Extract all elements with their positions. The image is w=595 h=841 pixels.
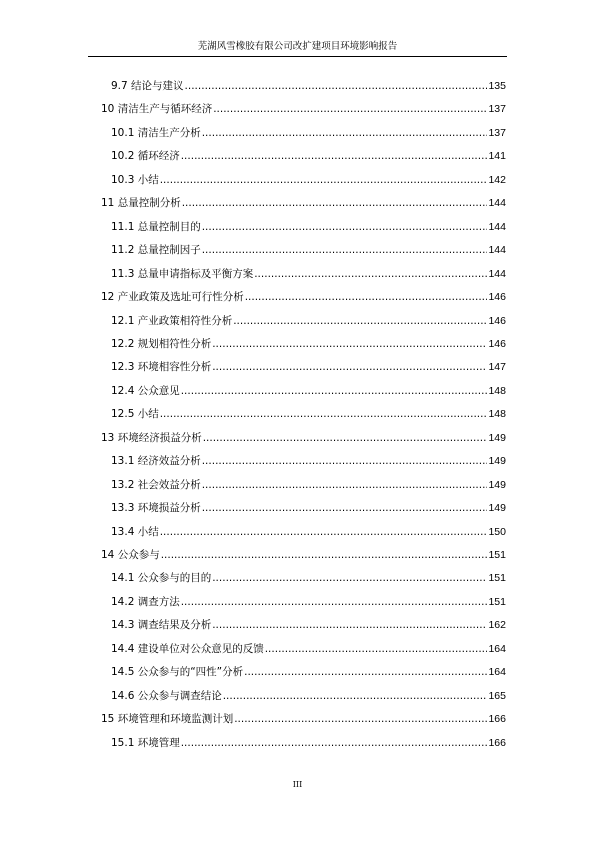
toc-entry-label: 15.1 环境管理 xyxy=(111,736,180,749)
toc-entry-page: 150 xyxy=(488,525,506,538)
toc-dot-leader xyxy=(185,79,488,93)
toc-dot-leader xyxy=(181,149,488,163)
toc-entry-page: 148 xyxy=(488,384,506,397)
toc-entry-page: 149 xyxy=(488,502,506,515)
toc-entry-page: 148 xyxy=(488,408,506,421)
toc-dot-leader xyxy=(160,407,488,421)
toc-dot-leader xyxy=(223,689,488,703)
toc-entry-label: 10.1 清洁生产分析 xyxy=(111,126,201,139)
toc-entry-page: 151 xyxy=(488,549,506,561)
toc-entry-page: 144 xyxy=(488,197,506,210)
toc-entry[interactable] xyxy=(111,474,506,492)
toc-dot-leader xyxy=(161,548,488,562)
toc-entry-label: 14.3 调查结果及分析 xyxy=(111,619,212,632)
toc-dot-leader xyxy=(212,571,487,585)
toc-entry-page: 144 xyxy=(488,267,506,280)
toc-entry[interactable] xyxy=(101,708,506,726)
toc-entry-page: 146 xyxy=(488,337,506,350)
toc-entry-label: 14 公众参与 xyxy=(101,549,160,561)
toc-entry-label: 13.4 小结 xyxy=(111,525,159,538)
toc-entry-page: 146 xyxy=(488,291,506,304)
toc-dot-leader xyxy=(212,360,487,374)
toc-dot-leader xyxy=(254,267,487,281)
toc-dot-leader xyxy=(160,525,488,539)
toc-dot-leader xyxy=(202,478,488,492)
toc-entry-label: 12.2 规划相符性分析 xyxy=(111,337,212,350)
toc-entry-label: 14.6 公众参与调查结论 xyxy=(111,689,222,702)
toc-dot-leader xyxy=(233,314,487,328)
toc-entry-label: 12.3 环境相容性分析 xyxy=(111,361,212,374)
toc-dot-leader xyxy=(245,290,488,304)
toc-entry[interactable] xyxy=(101,544,506,562)
toc-entry[interactable] xyxy=(111,521,506,539)
toc-entry[interactable] xyxy=(111,567,506,585)
toc-dot-leader xyxy=(212,618,487,632)
toc-entry-page: 144 xyxy=(488,220,506,233)
toc-entry[interactable] xyxy=(111,356,506,374)
toc-dot-leader xyxy=(181,595,488,609)
toc-entry-page: 164 xyxy=(488,642,506,655)
toc-dot-leader xyxy=(202,126,488,140)
toc-entry-page: 135 xyxy=(488,80,506,92)
toc-entry-label: 13 环境经济损益分析 xyxy=(101,431,202,444)
toc-dot-leader xyxy=(181,384,488,398)
toc-entry-label: 15 环境管理和环境监测计划 xyxy=(101,713,234,726)
toc-dot-leader xyxy=(160,173,488,187)
toc-entry[interactable] xyxy=(111,403,506,421)
toc-entry-label: 13.2 社会效益分析 xyxy=(111,478,201,491)
toc-entry-label: 10 清洁生产与循环经济 xyxy=(101,103,213,116)
toc-entry-label: 12.5 小结 xyxy=(111,408,159,421)
toc-entry-page: 144 xyxy=(488,244,506,257)
toc-entry-label: 12.1 产业政策相符性分析 xyxy=(111,314,233,327)
toc-entry-page: 137 xyxy=(488,103,506,116)
toc-entry[interactable] xyxy=(111,169,506,187)
toc-entry-label: 11 总量控制分析 xyxy=(101,197,181,210)
toc-entry[interactable] xyxy=(111,216,506,234)
toc-entry-label: 14.1 公众参与的目的 xyxy=(111,572,212,585)
toc-dot-leader xyxy=(181,736,488,750)
toc-entry[interactable] xyxy=(111,685,506,703)
header-title: 芜湖风雪橡胶有限公司改扩建项目环境影响报告 xyxy=(197,41,398,52)
toc-entry-page: 141 xyxy=(488,150,506,163)
toc-entry-label: 14.2 调查方法 xyxy=(111,595,180,608)
toc-entry[interactable] xyxy=(111,263,506,281)
toc-entry[interactable] xyxy=(111,333,506,351)
toc-entry-page: 165 xyxy=(488,689,506,702)
toc-entry-label: 10.2 循环经济 xyxy=(111,150,180,163)
toc-entry-label: 12 产业政策及选址可行性分析 xyxy=(101,291,244,304)
toc-dot-leader xyxy=(202,243,488,257)
toc-entry-page: 147 xyxy=(488,361,506,374)
toc-entry-label: 12.4 公众意见 xyxy=(111,384,180,397)
toc-entry-page: 142 xyxy=(488,173,506,186)
toc-entry-page: 149 xyxy=(488,455,506,468)
page-number: III xyxy=(292,780,303,789)
toc-entry-label: 9.7 结论与建议 xyxy=(111,80,184,92)
toc-entry-page: 137 xyxy=(488,126,506,139)
toc-entry[interactable] xyxy=(101,427,506,445)
toc-entry-page: 151 xyxy=(488,572,506,585)
toc-entry[interactable] xyxy=(111,239,506,257)
toc-entry-page: 166 xyxy=(488,736,506,749)
toc-entry-label: 13.3 环境损益分析 xyxy=(111,502,201,515)
toc-entry-page: 151 xyxy=(488,595,506,608)
toc-entry[interactable] xyxy=(111,145,506,163)
toc-entry-page: 162 xyxy=(488,619,506,632)
toc-entry[interactable] xyxy=(111,591,506,609)
toc-dot-leader xyxy=(182,196,488,210)
toc-entry-label: 11.3 总量申请指标及平衡方案 xyxy=(111,267,254,280)
toc-entry-label: 11.1 总量控制目的 xyxy=(111,220,201,233)
toc-entry[interactable] xyxy=(111,732,506,750)
toc-entry[interactable] xyxy=(101,98,506,116)
toc-entry[interactable] xyxy=(111,122,506,140)
toc-dot-leader xyxy=(265,642,488,656)
toc-dot-leader xyxy=(203,431,488,445)
toc-dot-leader xyxy=(244,665,487,679)
toc-entry-label: 14.4 建设单位对公众意见的反馈 xyxy=(111,642,264,655)
toc-entry[interactable] xyxy=(111,614,506,632)
toc-dot-leader xyxy=(213,102,487,116)
toc-entry-page: 149 xyxy=(488,431,506,444)
toc-entry-page: 166 xyxy=(488,713,506,726)
toc-dot-leader xyxy=(202,220,488,234)
toc-entry[interactable] xyxy=(111,310,506,328)
toc-entry[interactable] xyxy=(111,638,506,656)
toc-entry-label: 11.2 总量控制因子 xyxy=(111,244,201,257)
toc-entry[interactable] xyxy=(111,380,506,398)
toc-entry-label: 14.5 公众参与的“四性”分析 xyxy=(111,666,244,679)
toc-entry-label: 10.3 小结 xyxy=(111,173,159,186)
toc-entry[interactable] xyxy=(111,450,506,468)
page-header xyxy=(88,40,507,57)
toc-entry-page: 146 xyxy=(488,314,506,327)
toc-entry[interactable] xyxy=(101,192,506,210)
toc-entry-page: 149 xyxy=(488,478,506,491)
toc-entry[interactable] xyxy=(101,286,506,304)
toc-entry[interactable] xyxy=(111,75,506,93)
toc-dot-leader xyxy=(202,501,488,515)
toc-entry-label: 13.1 经济效益分析 xyxy=(111,455,201,468)
toc-entry[interactable] xyxy=(111,497,506,515)
toc-dot-leader xyxy=(212,337,487,351)
toc-entry[interactable] xyxy=(111,661,506,679)
toc-dot-leader xyxy=(202,454,488,468)
toc-dot-leader xyxy=(234,712,487,726)
toc-entry-page: 164 xyxy=(488,666,506,679)
